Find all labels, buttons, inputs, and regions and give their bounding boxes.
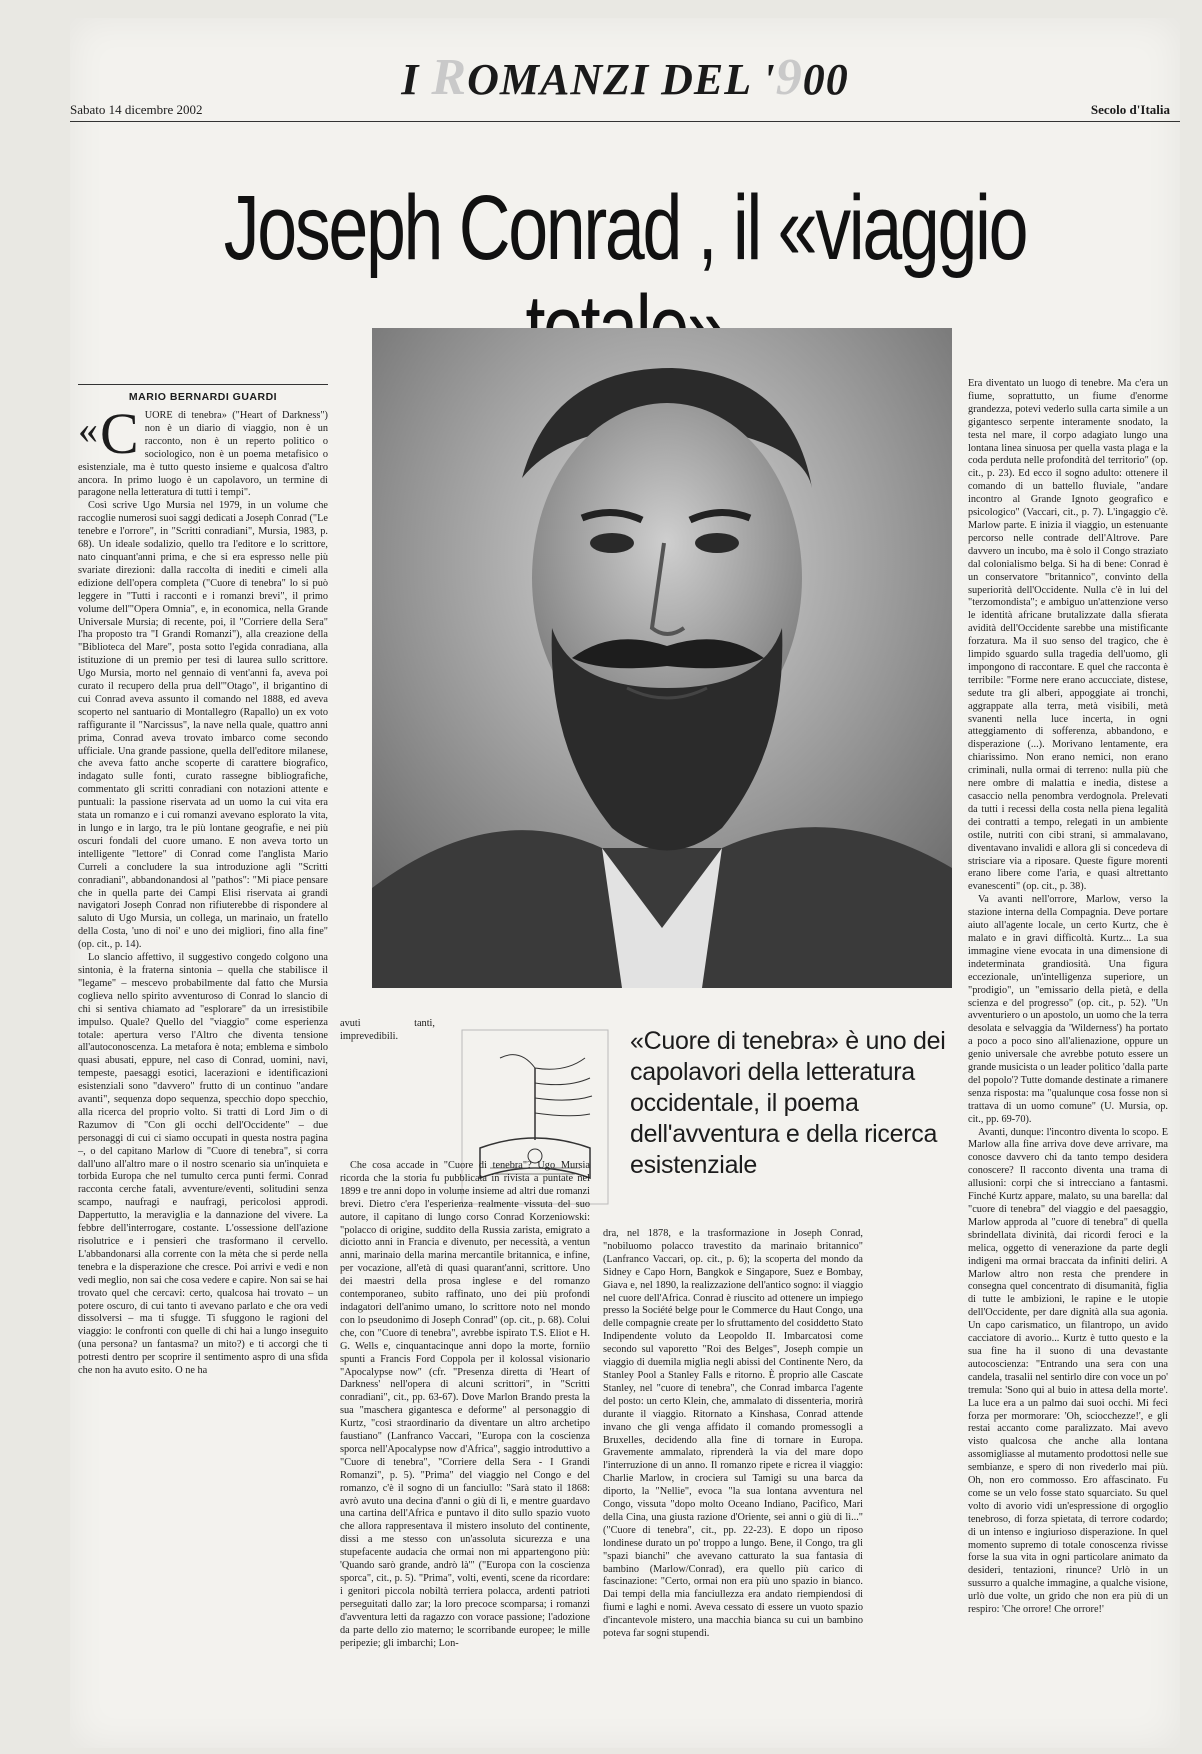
masthead-9-outline: 9: [775, 49, 803, 106]
paragraph: Va avanti nell'orrore, Marlow, verso la stazione interna della Compagnia. Deve portare aiuto all'agente locale, un certo Kurtz, che è malato e in gravi difficoltà. Kurtz... La sua immagine viene evocata in una dimensione di indeterminata grandiosità. Una figura eccezionale, un'intelligenza superiore, un "prodigio", un "emissario della pietà, e della scienza e del progresso" (op. cit., p. 52). "Un avventuriero o un apostolo, un uomo che la terra desolata e selvaggia da 'Wilderness') ha portato a poco a poco sino all'alienazione, oppure un genio universale che avrebbe potuto essere un grande musicista o un leader politico 'dalla parte del popolo'? Tutte domande destinate a rimanere senza risposta: ma "qualunque cosa fosse non si trattava di un uomo comune" (U. Mursia, op. cit., pp. 69-70).: [968, 894, 1168, 1125]
drop-cap: C: [100, 410, 139, 466]
article-column-3: [603, 1228, 863, 1740]
article-column-2: [340, 1160, 590, 1740]
opening-quote-mark: «: [78, 410, 98, 452]
article-column-4: [968, 378, 1168, 1740]
newspaper-page: [70, 18, 1180, 1748]
joseph-conrad-portrait: [372, 328, 952, 988]
masthead-part: I: [401, 55, 432, 104]
header-rule: [70, 121, 1180, 122]
newspaper-name: Secolo d'Italia: [1090, 102, 1170, 117]
article-column-2-narrow: [340, 1018, 435, 1168]
portrait-illustration: [372, 328, 952, 988]
paragraph: dra, nel 1878, e la trasformazione in Joseph Conrad, "nobiluomo polacco travestito da marinaio britannico" (Lanfranco Vaccari, op. cit., p. 6); la scoperta del mondo da Sidney e Capo Horn, Bangkok e Singapore, Suez e Bombay, Giava e, nel 1890, la realizzazione dell'antico sogno: il viaggio nel cuore dell'Africa. Conrad è riuscito ad ottenere un impiego presso la Société belge pour le Commerce du Haut Congo, una delle compagnie create per lo sfruttamento del cosiddetto Stato Indipendente voluto da Leopoldo II. Imbarcatosi come secondo sul vaporetto "Roi des Belges", Joseph compie un viaggio di duemila miglia negli abissi del Continente Nero, da Stanley Pool a Stanley Falls e ritorno. È proprio alle Cascate Stanley, nel "cuore di tenebra", che Conrad imbarca l'agente del posto: un certo Klein, che, ammalato di dissenteria, morirà durante il viaggio. Ritornato a Kinshasa, Conrad attende invano che gli venga affidato il comando promessogli a Bruxelles, decidendo alla fine di tornare in Europa. Gravemente ammalato, riprenderà la via del mare dopo l'interruzione di un anno. Il romanzo ripete e ricrea il viaggio: Charlie Marlow, in crociera sul Tamigi su una barca da diporto, la "Nellie", evoca "la sua lontana avventura nel Congo, vissuta "dopo molto Oceano Indiano, Pacifico, Mari della Cina, una giusta razione d'Oriente, sei anni o giù di lì..." ("Cuore di tenebra", cit., pp. 22-23). E dopo un riposo londinese durato un po' troppo a lungo. Bene, il Congo, tra gli "spazi bianchi" che avevano catturato la sua fantasia di bambino (Marlow/Conrad), era quello più carico di fascinazione: "Certo, ormai non era più uno spazio in bianco. Dai tempi della mia fanciullezza era andato riempiendosi di fiumi e laghi e nomi. Aveva cessato di essere un vuoto spazio d'incantevole mistero, una macchia bianca su cui un bambino poteva far sogni stupendi.: [603, 1228, 863, 1640]
paragraph: Avanti, dunque: l'incontro diventa lo scopo. E Marlow alla fine arriva dove deve arrivare, ma conosce davvero chi da tanto tempo desidera conoscere? Il racconto diventa una trama di allusioni: corpi che si intrecciano a fantasmi. Finché Kurtz appare, malato, su una barella: dal "cuore di tenebra" del viaggio e del paesaggio, Marlow approda al "cuore di tenebra" di quella sbrindellata divinità, dai ricordi feroci e la melica, oggetto di venerazione da parte degli indigeni ma ormai braccata da infiniti deliri. A Marlow altro non resta che prendere in consegna quel concentrato di disumanità, figlia di tutte le ambizioni, le rapine e le utopie dell'Occidente, per dare dignità alla sua agonia. Un capo carismatico, un filantropo, un avido cacciatore di avorio... Kurtz è tutto questo e la sua fine ha il suono di una devastante autocoscienza: "Entrando una sera con una candela, trasalii nel sentirlo dire con voce un po' tremula: 'Sono qui al buio in attesa della morte'. La luce era a un palmo dai suoi occhi. Mi feci forza per mormorare: 'Oh, sciocchezze!', e gli restai accanto come paralizzato. Mai avevo visto qualcosa che anche alla lontana assomigliasse al mutamento prodottosi nelle sue sembianze, e spero di non rivederlo mai più. Oh, non ero commosso. Ero affascinato. Fu come se un velo fosse stato squarciato. Su quel volto di avorio vidi un'espressione di orgoglio tenebroso, di forza spietata, di terrore codardo; di un intenso e ingiurioso disperazione. In quel momento supremo di totale conoscenza rivisse forse la sua vita in ogni particolare animato da desideri, tentazioni, rinunce? Urlò in un sussurro a qualche immagine, a qualche visione, urlò due volte, un grido che non era più di un respiro: 'Che orrore! Che orrore!': [968, 1126, 1168, 1616]
masthead-part: OMANZI DEL ': [467, 55, 776, 104]
masthead-part: 00: [802, 55, 849, 104]
masthead-r-outline: R: [431, 49, 468, 106]
paragraph: Lo slancio affettivo, il suggestivo congedo colgono una sintonia, è la fraterna sintonia – quella che stabilisce il "legame" – mescevo probabilmente dal fatto che Mursia coglieva nello spirito avventuroso di Conrad lo slancio di chi si sentiva chiamato ad "esplorare" da un irresistibile impulso. Quale? Quello del "viaggio" come esperienza totale: apertura verso l'Altro che diventa tensione all'autoconoscenza. La metafora è nota; emblema e simbolo quasi abusati, eppure, nel caso di Conrad, uomini, navi, tempeste, paesaggi esotici, lacerazioni e identificazioni esistenziali sono "davvero" frutto di un continuo "andare avanti", sequenza dopo sequenza, specchio dopo specchio, alla ricerca del proprio volto. Si tratti di Lord Jim o di Razumov di "Con gli occhi dell'Occidente" – due personaggi di cui ci siamo occupati in questa nostra pagina –, o del capitano Marlow di "Cuore di tenebra", si corra dall'uno all'altro mare o il nostro scenario sia un'inquieta e torbida Europa che nel tumulto cerca punti fermi. Conrad racconta cerche fatali, avventure/eventi, solitudini senza scampo, naufragi e naufragi, pericolosi approdi. Dappertutto, la meraviglia e la dannazione del vivere. La febbre dell'interrogare, costante. L'ossessione dell'azione risolutrice e i pensieri che trasformano il cervello. L'abbandonarsi alla corrente con la mèta che si perde nella tenebra e la disperazione che cresce. Poi arrivi e vedi e non vedi meglio, non sai che cosa vedere e capire. Non sai se hai trovato quel che cercavi: certo, qualcosa hai trovato – un potere oscuro, di cui tanto ti avevano parlato e che ora vedi dissolversi – ma ti sfugge. Ti sfuggono le ragioni del viaggio: le confronti con quelle di chi hai a lungo inseguito (una persona? un fantasma? un mito?) e ti accorgi che ti potresti dentro per scoprire il sentimento aspro di una sfida che non ha avuto esito. O ne ha: [78, 952, 328, 1377]
byline: MARIO BERNARDI GUARDI: [78, 384, 328, 403]
issue-date: Sabato 14 dicembre 2002: [70, 102, 203, 117]
article-headline: Joseph Conrad , il «viaggio: [223, 177, 1027, 279]
masthead: [70, 48, 1180, 107]
pull-quote: «Cuore di tenebra» è uno dei capolavori della letteratura occidentale, il poema dell'avventura e della ricerca esistenziale: [630, 1027, 946, 1179]
paragraph: Era diventato un luogo di tenebre. Ma c'era un fiume, soprattutto, un fiume d'enorme grandezza, potevi vederlo sulla carta simile a un gigantesco serpente interamente snodato, la testa nel mare, il corpo adagiato lungo una lontana linea sinuosa per quella vasta plaga e la coda perduta nelle profondità del territorio" (op. cit., p. 23). Ed ecco il sogno adulto: ottenere il comando di un battello fluviale, "andare incontro al Grande Ignoto geografico e psicologico" (Vaccari, cit., p. 7). L'ingaggio c'è. Marlow parte. E inizia il viaggio, un estenuante percorso nelle contrade dell'Altrove. Pare davvero un incubo, ma è solo il Congo straziato dal colonialismo belga. Si ha di bene: Conrad è un conservatore "britannico", convinto della superiorità dell'Occidente. Nulla c'è in lui del "terzomondista"; e ambiguo un'attenzione verso le identità africane brutalizzate dalla sfierata avidità dell'Occidente sarebbe una mistificante forzatura. Ma il suo senso del tragico, che è limpido sguardo sulla tragedia dell'uomo, gli impongono di raccontare. E quel che racconta è terribile: "Forme nere erano accucciate, distese, sedute tra gli alberi, appoggiate ai tronchi, aggrappate alla terra, metà visibili, metà svanenti nella luce incerta, in ogni atteggiamento di sofferenza, abbandono, e disperazione (...). Morivano lentamente, era chiarissimo. Non erano nemici, non erano criminali, nulla ormai di terreno: nulla più che nere ombre di malattia e inedia, distese a casaccio nella penombra verdognola. Prelevati da tutti i recessi della costa nella piena legalità dei contratti a tempo, relegati in un ambiente ostile, nutriti con cibi strani, si ammalavano, diventavano invalidi e allora gli si concedeva di strisciare via a riposare. Queste figure morenti erano libere come l'aria, e quasi altrettanto evanescenti" (op. cit., p. 38).: [968, 378, 1168, 893]
paragraph: Che cosa accade in "Cuore di tenebra"? Ugo Mursia ricorda che la storia fu pubblicata in rivista a puntate nel 1899 e tre anni dopo in volume insieme ad altri due romanzi brevi. Dietro c'era l'esperienza realmente vissuta del suo autore, il capitano di lungo corso Conrad Korzeniowski: "polacco di origine, suddito della Russia zarista, emigrato a diciotto anni in Francia e divenuto, per necessità, a ventun anni, marinaio della marina mercantile britannica, e infine, per vocazione, all'età di quasi quarant'anni, scrittore. Uno dei maestri della prosa inglese e del romanzo contemporaneo, subito raffinato, uno dei più profondi indagatori dell'animo umano, lo scrittore noto nel mondo con lo pseudonimo di Joseph Conrad" (op. cit., p. 68). Colui che, con "Cuore di tenebra", avrebbe ispirato T.S. Eliot e H. G. Wells e, cinquantacinque anni dopo la morte, forniìo spunti a Francis Ford Coppola per il kolossal visionario "Apocalypse now" (cfr. "Presenza diretta di 'Heart of Darkness' nell'opera di alcuni scrittori", in "Scritti conradiani", cit., pp. 63-67). Dove Marlon Brando presta la sua "maschera gigantesca e deforme" al personaggio di Kurtz, "così straordinario da diventare un altro archetipo faustiano" (Lanfranco Vaccari, "Europa con la coscienza sporca nell'Apocalypse now d'Africa", saggio introduttivo a "Cuore di tenebra", "Corriere della Sera - I Grandi Romanzi", p. 5). "Prima" del viaggio nel Congo e del romanzo, c'è il sogno di un fanciullo: "Sarà stato il 1868: avrò avuto una decina d'anni o giù di lì, e mentre guardavo una cartina dell'Africa e puntavo il dito sullo spazio vuoto che allora rappresentava il mistero insoluto del continente, dissi a me stesso con un'assoluta sicurezza e una stupefacente audacia che ormai non mi appartengono più: 'Quando sarò grande, andrò là'" ("Europa con la coscienza sporca", cit., p. 5). "Prima", volti, eventi, scene da ricordare: i genitori piccola nobiltà terriera polacca, ardenti patrioti perseguitati dallo zar; la loro precoce scomparsa; i romanzi d'avventura letti da ragazzo con vorace passione; l'adozione da parte dello zio materno; le scorribande europee; le mille peripezie; gli imbarchi; Lon-: [340, 1160, 590, 1649]
paragraph: avuti tanti, imprevedibili.: [340, 1018, 435, 1042]
article-column-1: [78, 410, 328, 1740]
paragraph: UORE di tenebra» ("Heart of Darkness") non è un diario di viaggio, non è un racconto, non è un reperto politico o sociologico, non è un poema metafisico o esistenziale, ma è tutto questo insieme e qualcosa d'altro ancora. In primo luogo è un capolavoro, un termine di paragone nella letteratura di tutti i tempi".: [78, 410, 328, 499]
paragraph: Così scrive Ugo Mursia nel 1979, in un volume che raccoglie numerosi suoi saggi dedicati a Joseph Conrad ("Le tenebre e l'orrore", in "Scritti conradiani", Mursia, 1983, p. 68). Un ideale sodalizio, quello tra l'editore e lo scrittore, nato cinquant'anni prima, e che si era espresso nelle più svariate direzioni: dalla raccolta di inediti e cimeli alla edizione dell'opera completa ("Cuore di tenebra" lo si può leggere in "Tutti i racconti e i romanzi brevi", il primo volume dell'"Opera Omnia", e, in economica, nella Grande Universale Mursia; di recente, poi, il "Corriere della Sera" l'ha proposto tra "I Grandi Romanzi"), alla creazione della "Biblioteca del Mare", posta sotto l'egida conradiana, alla istituzione di un premio per tesi di laurea sullo scrittore. Ugo Mursia, morto nel gennaio di vent'anni fa, aveva poi curato il recupero della prua dell'"Otago", il brigantino di cui Conrad aveva assunto il comando nel 1888, ed aveva scoperto nel santuario di Montallegro (Rapallo) un ex voto raffigurante il "Narcissus", la nave nella quale, quattro anni prima, Conrad aveva trovato imbarco come secondo ufficiale. Una grande passione, quella dell'editore milanese, che aveva fatto anche scoperte di carattere biografico, indagato sulle fonti, curato rassegne bibliografiche, commentato gli scritti conradiani con notazioni attente e puntuali: la passione riservata ad un uomo la cui vita era stata un romanzo e i cui romanzi avevano esplorato la vita, in lungo e in largo, tra le più lontane geografie, e nei più oscuri fondali del cuore umano. E non aveva torto un intelligente "lettore" di Conrad come l'anglista Mario Curreli a concludere la sua introduzione agli "Scritti conradiani", abbandonandosi al "pathos": "Mi piace pensare che in quella parte dei Campi Elisi riservata ai grandi navigatori Joseph Conrad non rifiuterebbe di rispondere al saluto di Ugo Mursia, un collega, un marinaio, un fratello della Costa, 'uno di noi' e uno dei migliori, fino alla fine" (op. cit., p. 14).: [78, 500, 328, 951]
